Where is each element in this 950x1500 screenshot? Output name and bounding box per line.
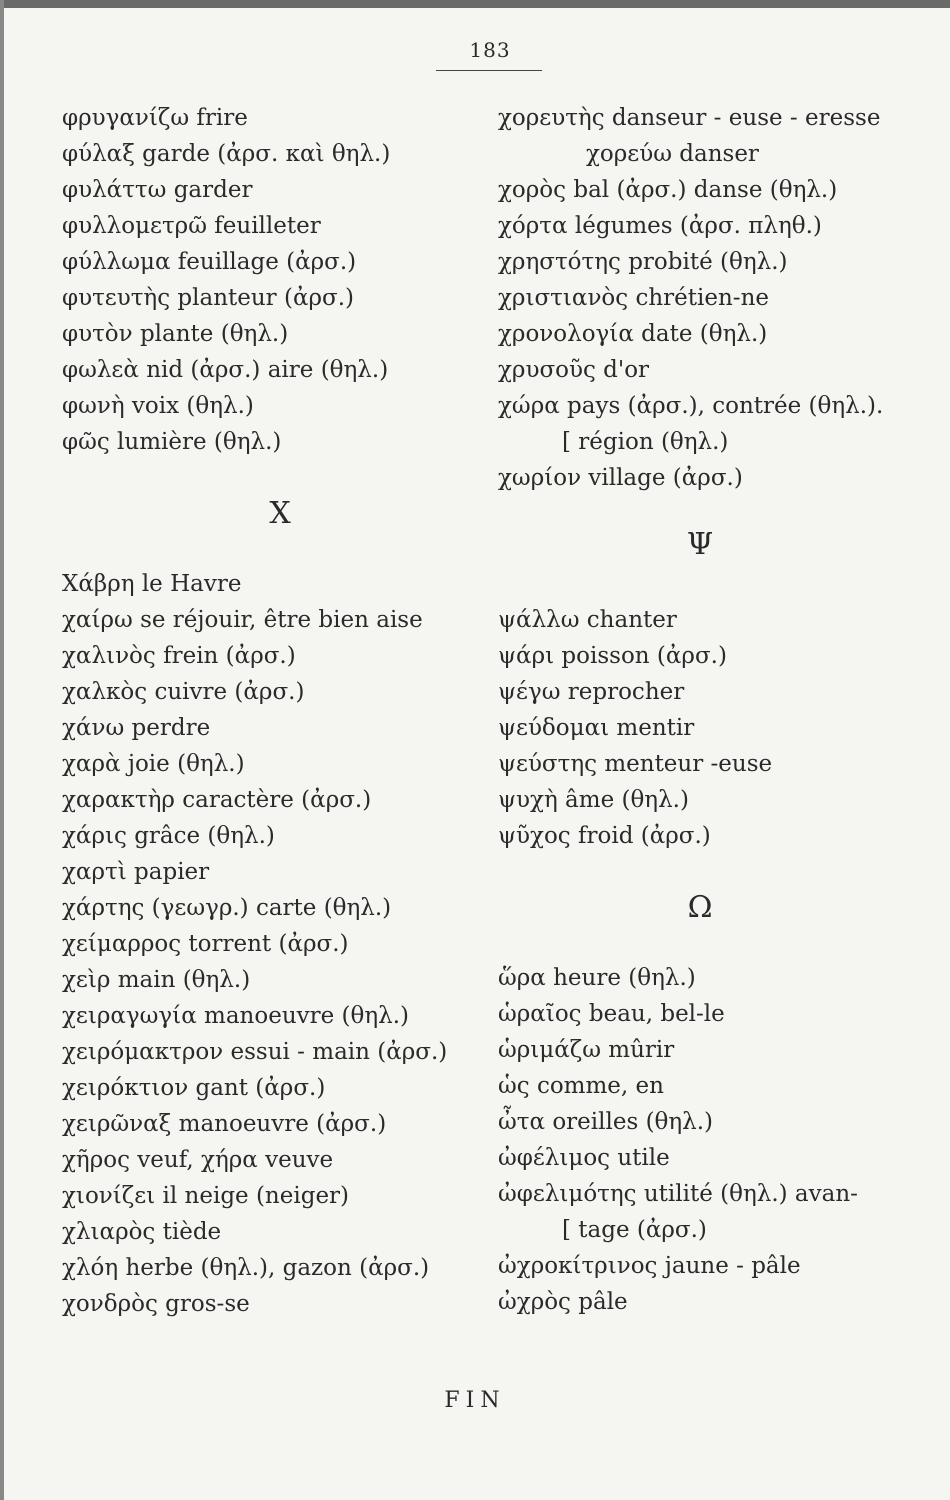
dict-entry: φῶς lumière (θηλ.) [62,429,282,455]
omega-entries [498,960,938,1320]
dict-entry: χώρα pays (ἀρσ.), contrée (θηλ.). [498,393,884,419]
dict-entry: φυτὸν plante (θηλ.) [62,321,289,347]
dict-entry: χρονολογία date (θηλ.) [498,321,768,347]
chi-continued-entries [498,100,938,496]
page-number: 183 [469,38,511,62]
dict-entry: ὡραῖος beau, bel-le [498,1001,725,1027]
end-text: FIN [444,1388,506,1413]
page-left-edge [0,0,4,1500]
dict-entry: χειρῶναξ manoeuvre (ἀρσ.) [62,1111,387,1137]
dict-entry: ὠφελιμότης utilité (θηλ.) avan- [498,1181,858,1207]
dict-entry: φυλλομετρῶ feuilleter [62,213,321,239]
dict-entry: ὡς comme, en [498,1073,664,1099]
phi-entries [62,100,482,460]
dict-entry: χειρόκτιον gant (ἀρσ.) [62,1075,326,1101]
letter-heading-omega: Ω [687,890,713,925]
dict-entry: χείμαρρος torrent (ἀρσ.) [62,931,349,957]
dict-entry: ψεύστης menteur -euse [498,751,773,777]
dict-entry: χειραγωγία manoeuvre (θηλ.) [62,1003,410,1029]
dict-entry: ὦτα oreilles (θηλ.) [498,1109,714,1135]
dict-entry: χριστιανὸς chrétien-ne [498,285,769,311]
dict-entry: χόρτα légumes (ἀρσ. πληθ.) [498,213,822,239]
dict-entry: χορεύω danser [586,141,759,167]
chi-entries [62,566,482,1322]
dict-entry: ψεύδομαι mentir [498,715,695,741]
dict-entry: χάρτης (γεωγρ.) carte (θηλ.) [62,895,392,921]
dict-entry: χλόη herbe (θηλ.), gazon (ἀρσ.) [62,1255,430,1281]
dict-entry: φυλάττω garder [62,177,253,203]
dict-entry: χαλινὸς frein (ἀρσ.) [62,643,296,669]
dict-entry: ψέγω reprocher [498,679,685,705]
letter-heading-chi: X [269,496,291,531]
dict-entry: χορευτὴς danseur - euse - eresse [498,105,881,131]
dict-entry: ψάρι poisson (ἀρσ.) [498,643,727,669]
dict-entry: [ tage (ἀρσ.) [562,1217,707,1243]
dict-entry: [ région (θηλ.) [562,429,729,455]
dict-entry: φύλλωμα feuillage (ἀρσ.) [62,249,357,275]
dict-entry: χαλκὸς cuivre (ἀρσ.) [62,679,305,705]
dict-entry: χαρτὶ papier [62,859,210,885]
dict-entry: Χάβρη le Havre [62,571,242,597]
page-number-rule [436,70,542,71]
dict-entry: ὠφέλιμος utile [498,1145,670,1171]
dict-entry: χιονίζει il neige (neiger) [62,1183,350,1209]
dict-entry: χεὶρ main (θηλ.) [62,967,251,993]
dict-entry: χειρόμακτρον essui - main (ἀρσ.) [62,1039,448,1065]
dict-entry: φωλεὰ nid (ἀρσ.) aire (θηλ.) [62,357,389,383]
dict-entry: χαρὰ joie (θηλ.) [62,751,245,777]
dict-entry: ψάλλω chanter [498,607,677,633]
dict-entry: ὥρα heure (θηλ.) [498,965,696,991]
dict-entry: ὡριμάζω mûrir [498,1037,675,1063]
dict-entry: φρυγανίζω frire [62,105,248,131]
dict-entry: χρηστότης probité (θηλ.) [498,249,788,275]
dict-entry: χορὸς bal (ἀρσ.) danse (θηλ.) [498,177,838,203]
dict-entry: χάρις grâce (θηλ.) [62,823,275,849]
dict-entry: χῆρος veuf, χήρα veuve [62,1147,334,1173]
dict-entry: ψυχὴ âme (θηλ.) [498,787,689,813]
dict-entry: χονδρὸς gros-se [62,1291,250,1317]
dict-entry: χωρίον village (ἀρσ.) [498,465,743,491]
psi-entries [498,602,938,854]
letter-heading-psi: Ψ [686,527,714,562]
dict-entry: χάνω perdre [62,715,211,741]
dict-entry: φωνὴ voix (θηλ.) [62,393,254,419]
dict-entry: χλιαρὸς tiède [62,1219,222,1245]
dict-entry: φύλαξ garde (ἀρσ. καὶ θηλ.) [62,141,391,167]
dict-entry: ψῦχος froid (ἀρσ.) [498,823,711,849]
dict-entry: χαρακτὴρ caractère (ἀρσ.) [62,787,372,813]
dict-entry: ὠχροκίτρινος jaune - pâle [498,1253,801,1279]
dict-entry: χαίρω se réjouir, être bien aise [62,607,423,633]
page-top-edge [0,0,950,8]
dict-entry: φυτευτὴς planteur (ἀρσ.) [62,285,354,311]
dict-entry: χρυσοῦς d'or [498,357,650,383]
dict-entry: ὠχρὸς pâle [498,1289,628,1315]
